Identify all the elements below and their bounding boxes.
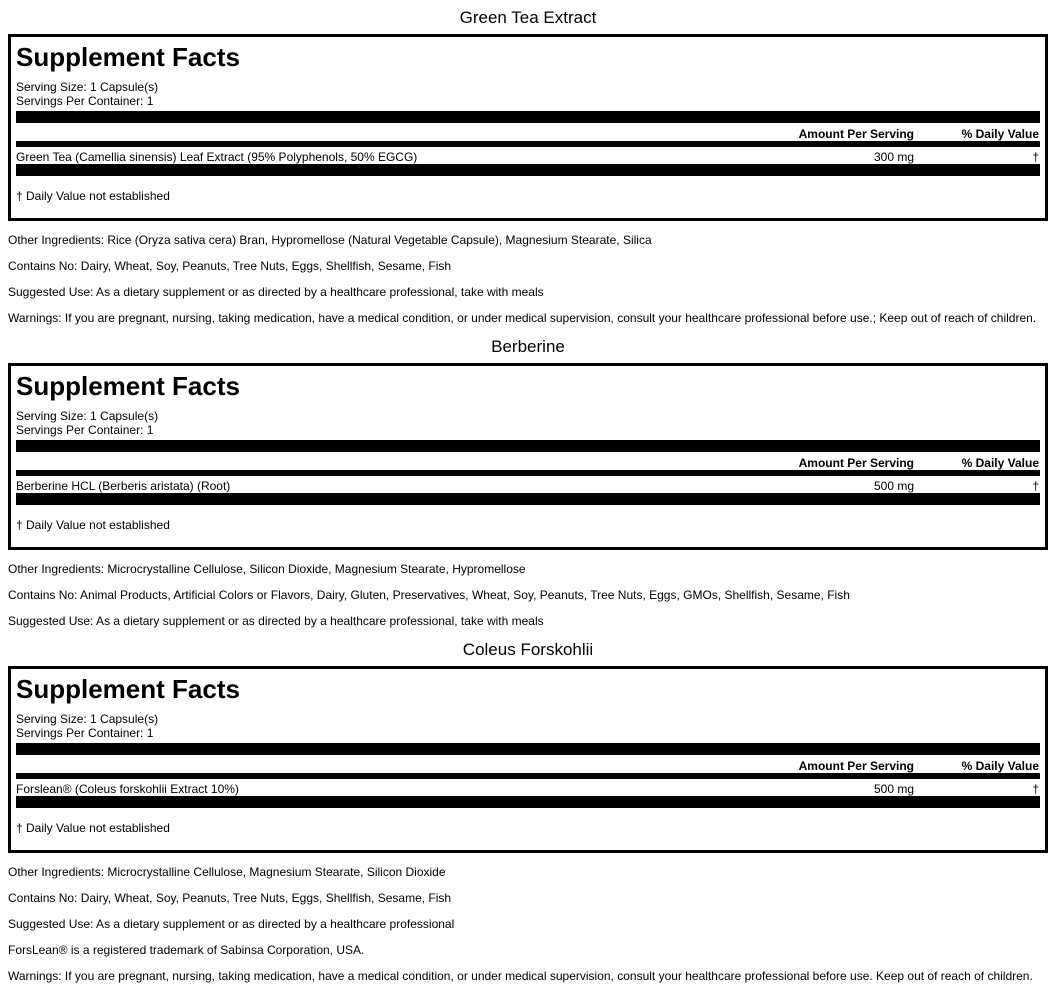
divider-thick	[16, 743, 1040, 755]
servings-per-container: Servings Per Container: 1	[16, 423, 154, 437]
serving-size: Serving Size: 1 Capsule(s)	[16, 712, 159, 726]
ingredient-daily-value: †	[1032, 150, 1039, 164]
suggested-use: Suggested Use: As a dietary supplement or as directed by a healthcare professional, take with meals	[8, 285, 544, 299]
other-ingredients: Other Ingredients: Microcrystalline Cellulose, Silicon Dioxide, Magnesium Stearate, Hypromellose	[8, 562, 526, 576]
ingredient-name: Forslean® (Coleus forskohlii Extract 10%)	[16, 782, 239, 796]
divider-thick	[16, 796, 1040, 808]
facts-heading: Supplement Facts	[16, 371, 240, 401]
ingredient-daily-value: †	[1032, 782, 1039, 796]
other-ingredients: Other Ingredients: Microcrystalline Cellulose, Magnesium Stearate, Silicon Dioxide	[8, 865, 446, 879]
daily-value-header: % Daily Value	[961, 127, 1039, 141]
ingredient-amount: 300 mg	[873, 150, 914, 164]
divider-medium	[16, 141, 1040, 147]
suggested-use: Suggested Use: As a dietary supplement or as directed by a healthcare professional, take with meals	[8, 614, 544, 628]
warnings: Warnings: If you are pregnant, nursing, taking medication, have a medical condition, or under medical supervision, consult your healthcare professional before use.; Keep out of reach of children.	[8, 311, 1037, 325]
daily-value-footnote: † Daily Value not established	[16, 189, 170, 203]
divider-thick	[16, 111, 1040, 123]
supplement-facts-panel	[8, 34, 1048, 221]
daily-value-header: % Daily Value	[961, 759, 1039, 773]
amount-per-serving-header: Amount Per Serving	[798, 456, 914, 470]
ingredient-amount: 500 mg	[873, 479, 914, 493]
ingredient-name: Berberine HCL (Berberis aristata) (Root)	[16, 479, 231, 493]
divider-medium	[16, 470, 1040, 476]
trademark-notice: ForsLean® is a registered trademark of Sabinsa Corporation, USA.	[8, 943, 365, 957]
supplement-facts-panel	[8, 363, 1048, 550]
supplement-facts-panel	[8, 666, 1048, 853]
amount-per-serving-header: Amount Per Serving	[798, 127, 914, 141]
servings-per-container: Servings Per Container: 1	[16, 94, 154, 108]
contains-no: Contains No: Dairy, Wheat, Soy, Peanuts, Tree Nuts, Eggs, Shellfish, Sesame, Fish	[8, 891, 452, 905]
daily-value-footnote: † Daily Value not established	[16, 821, 170, 835]
amount-per-serving-header: Amount Per Serving	[798, 759, 914, 773]
daily-value-footnote: † Daily Value not established	[16, 518, 170, 532]
servings-per-container: Servings Per Container: 1	[16, 726, 154, 740]
daily-value-header: % Daily Value	[961, 456, 1039, 470]
serving-size: Serving Size: 1 Capsule(s)	[16, 80, 159, 94]
suggested-use: Suggested Use: As a dietary supplement or as directed by a healthcare professional	[8, 917, 455, 931]
facts-heading: Supplement Facts	[16, 674, 240, 704]
ingredient-amount: 500 mg	[873, 782, 914, 796]
contains-no: Contains No: Animal Products, Artificial Colors or Flavors, Dairy, Gluten, Preservatives, Wheat, Soy, Peanuts, Tree Nuts, Eggs, GMOs, Shellfish, Sesame, Fish	[8, 588, 850, 602]
divider-thick	[16, 164, 1040, 176]
facts-heading: Supplement Facts	[16, 42, 240, 72]
divider-thick	[16, 440, 1040, 452]
warnings: Warnings: If you are pregnant, nursing, taking medication, have a medical condition, or under medical supervision, consult your healthcare professional before use. Keep out of reach of children.	[8, 969, 1033, 983]
ingredient-daily-value: †	[1032, 479, 1039, 493]
ingredient-name: Green Tea (Camellia sinensis) Leaf Extract (95% Polyphenols, 50% EGCG)	[16, 150, 418, 164]
divider-thick	[16, 493, 1040, 505]
contains-no: Contains No: Dairy, Wheat, Soy, Peanuts, Tree Nuts, Eggs, Shellfish, Sesame, Fish	[8, 259, 452, 273]
divider-medium	[16, 773, 1040, 779]
other-ingredients: Other Ingredients: Rice (Oryza sativa cera) Bran, Hypromellose (Natural Vegetable Capsule), Magnesium Stearate, Silica	[8, 233, 652, 247]
product-title: Coleus Forskohlii	[462, 640, 594, 659]
product-title: Green Tea Extract	[459, 8, 597, 27]
product-title: Berberine	[491, 337, 565, 356]
serving-size: Serving Size: 1 Capsule(s)	[16, 409, 159, 423]
